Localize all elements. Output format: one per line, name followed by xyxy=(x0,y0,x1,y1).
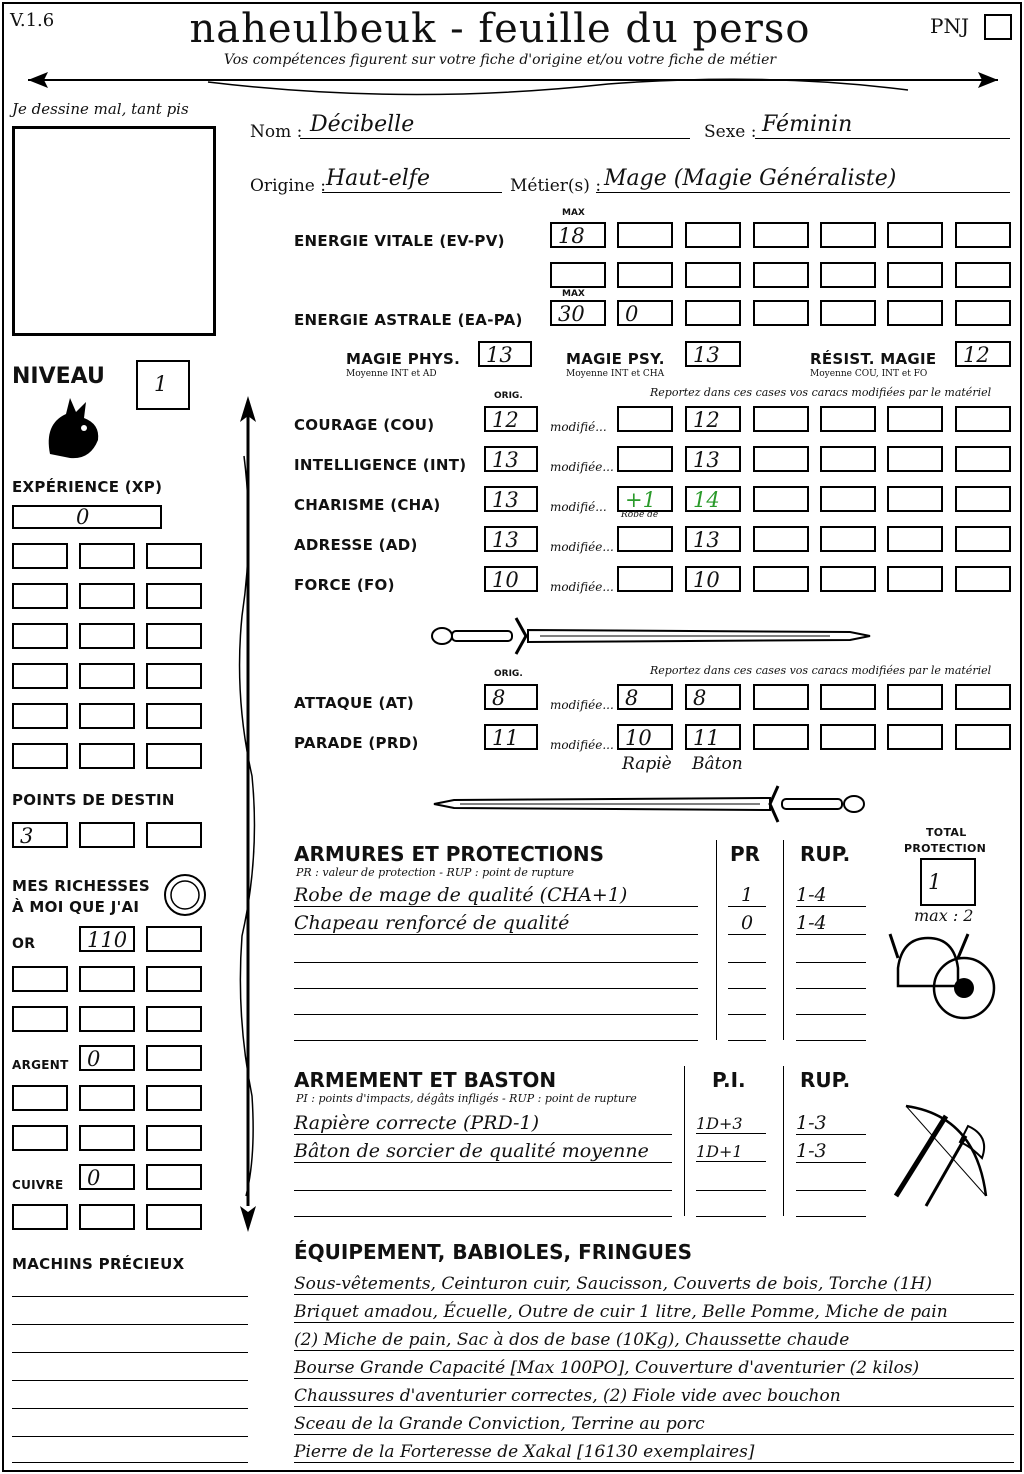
xp-box[interactable] xyxy=(146,703,202,729)
report-note-combat: Reportez dans ces cases vos caracs modifiées par le matériel xyxy=(650,664,992,677)
xp-box[interactable] xyxy=(79,703,135,729)
fo-orig-box[interactable]: 10 xyxy=(484,566,538,592)
int-orig-box[interactable]: 13 xyxy=(484,446,538,472)
ev-box[interactable] xyxy=(753,222,809,248)
weapon-item-rup[interactable]: 1-3 xyxy=(796,1140,866,1163)
or-box[interactable] xyxy=(146,926,202,952)
pnj-checkbox[interactable] xyxy=(984,14,1012,40)
cha-mod-note: Robe de xyxy=(621,510,659,520)
cuivre-box[interactable]: 0 xyxy=(79,1164,135,1190)
xp-label: EXPÉRIENCE (XP) xyxy=(12,478,163,496)
at-box-1[interactable]: 8 xyxy=(617,684,673,710)
stat-box[interactable] xyxy=(820,526,876,552)
magie-phys-box[interactable]: 13 xyxy=(478,341,532,367)
or-box[interactable] xyxy=(79,1006,135,1032)
machins-line[interactable] xyxy=(12,1352,248,1353)
cuivre-label: CUIVRE xyxy=(12,1178,64,1192)
argent-box[interactable] xyxy=(146,1045,202,1071)
armor-item-pr[interactable]: 0 xyxy=(728,912,766,935)
resist-magie-box[interactable]: 12 xyxy=(955,341,1011,367)
stat-box[interactable] xyxy=(753,446,809,472)
equipment-line[interactable]: Sceau de la Grande Conviction, Terrine au porc xyxy=(294,1414,1014,1435)
at-orig-box[interactable]: 8 xyxy=(484,684,538,710)
dragon-icon xyxy=(40,394,106,464)
weapon-line[interactable] xyxy=(696,1190,766,1191)
page-subtitle: Vos compétences figurent sur votre fiche d'origine et/ou votre fiche de métier xyxy=(223,52,777,68)
ad-final-box[interactable]: 13 xyxy=(685,526,741,552)
armor-item-pr[interactable]: 1 xyxy=(728,884,766,907)
armor-rup-header: RUP. xyxy=(800,842,851,866)
armor-line[interactable] xyxy=(796,988,866,989)
or-box[interactable] xyxy=(79,966,135,992)
nom-label: Nom : xyxy=(250,122,303,142)
ev-box[interactable] xyxy=(820,222,876,248)
nom-line xyxy=(300,138,690,139)
ev-box[interactable] xyxy=(617,262,673,288)
int-final-box[interactable]: 13 xyxy=(685,446,741,472)
int-label: INTELLIGENCE (INT) xyxy=(294,456,467,474)
weapon-line[interactable] xyxy=(796,1190,866,1191)
magie-phys-note: Moyenne INT et AD xyxy=(346,369,437,379)
fo-mod-label: modifiée... xyxy=(550,580,614,594)
magie-psy-note: Moyenne INT et CHA xyxy=(566,369,665,379)
xp-box[interactable] xyxy=(146,583,202,609)
combat-box[interactable] xyxy=(955,684,1011,710)
cha-final-box[interactable]: 14 xyxy=(685,486,741,512)
destin-box[interactable] xyxy=(79,822,135,848)
stat-box[interactable] xyxy=(820,486,876,512)
armor-line[interactable] xyxy=(294,1014,698,1015)
armor-item-name[interactable]: Chapeau renforcé de qualité xyxy=(294,912,698,935)
stat-box[interactable] xyxy=(820,566,876,592)
prd-label: PARADE (PRD) xyxy=(294,734,419,752)
cha-orig-box[interactable]: 13 xyxy=(484,486,538,512)
machins-line[interactable] xyxy=(12,1324,248,1325)
argent-box[interactable]: 0 xyxy=(79,1045,135,1071)
argent-label: ARGENT xyxy=(12,1058,69,1072)
armor-title: ARMURES ET PROTECTIONS xyxy=(294,842,604,866)
armor-line[interactable] xyxy=(796,1014,866,1015)
cou-label: COURAGE (COU) xyxy=(294,416,435,434)
stat-box[interactable] xyxy=(955,446,1011,472)
weapons-rup-header: RUP. xyxy=(800,1068,851,1092)
at-mod-label: modifiée... xyxy=(550,698,614,712)
combat-box[interactable] xyxy=(753,724,809,750)
orig-label-combat: ORIG. xyxy=(494,669,523,679)
armor-line[interactable] xyxy=(796,1040,866,1041)
prd-box-1[interactable]: 10 xyxy=(617,724,673,750)
armor-line[interactable] xyxy=(728,962,766,963)
helmet-shield-icon xyxy=(888,928,1000,1028)
argent-box[interactable] xyxy=(79,1125,135,1151)
ev-box[interactable] xyxy=(887,262,943,288)
magie-psy-box[interactable]: 13 xyxy=(685,341,741,367)
ad-mod-box[interactable] xyxy=(617,526,673,552)
ev-box[interactable] xyxy=(955,262,1011,288)
resist-magie-label: RÉSIST. MAGIE xyxy=(810,350,937,368)
niveau-label: NIVEAU xyxy=(12,364,105,389)
combat-box[interactable] xyxy=(820,724,876,750)
ev-box[interactable] xyxy=(753,262,809,288)
sexe-line xyxy=(755,138,1010,139)
ad-orig-box[interactable]: 13 xyxy=(484,526,538,552)
armor-line[interactable] xyxy=(294,962,698,963)
or-box[interactable] xyxy=(12,1006,68,1032)
armor-divider xyxy=(716,840,717,1040)
machins-line[interactable] xyxy=(12,1436,248,1437)
xp-box[interactable] xyxy=(146,543,202,569)
xp-box[interactable] xyxy=(12,583,68,609)
stat-box[interactable] xyxy=(820,406,876,432)
portrait-caption: Je dessine mal, tant pis xyxy=(12,100,189,118)
staff-icon xyxy=(230,396,266,1232)
armor-line[interactable] xyxy=(796,962,866,963)
cha-mod-label: modifié... xyxy=(550,500,607,514)
machins-line[interactable] xyxy=(12,1462,248,1463)
richesses-label-2: À MOI QUE J'AI xyxy=(12,898,140,916)
cuivre-box[interactable] xyxy=(12,1204,68,1230)
stat-box[interactable] xyxy=(753,486,809,512)
xp-box[interactable] xyxy=(12,743,68,769)
stat-box[interactable] xyxy=(753,406,809,432)
weapons-note: PI : points d'impacts, dégâts infligés - RUP : point de rupture xyxy=(296,1092,637,1105)
equipment-line[interactable]: Pierre de la Forteresse de Xakal [16130 exemplaires] xyxy=(294,1442,1014,1463)
or-box[interactable]: 110 xyxy=(79,926,135,952)
cou-mod-box[interactable] xyxy=(617,406,673,432)
cou-orig-box[interactable]: 12 xyxy=(484,406,538,432)
stat-box[interactable] xyxy=(955,486,1011,512)
weapons-pi-header: P.I. xyxy=(712,1068,746,1092)
ad-label: ADRESSE (AD) xyxy=(294,536,418,554)
ea-box[interactable] xyxy=(955,300,1011,326)
ad-mod-label: modifiée... xyxy=(550,540,614,554)
stat-box[interactable] xyxy=(955,526,1011,552)
ev-box[interactable] xyxy=(685,222,741,248)
ea-box[interactable] xyxy=(753,300,809,326)
weapons-divider xyxy=(783,1066,784,1216)
stat-box[interactable] xyxy=(753,526,809,552)
fo-mod-box[interactable] xyxy=(617,566,673,592)
weapon-item-pi[interactable]: 1D+1 xyxy=(696,1142,766,1162)
stat-box[interactable] xyxy=(887,526,943,552)
ea-max-box[interactable]: 30 xyxy=(550,300,606,326)
fo-label: FORCE (FO) xyxy=(294,576,395,594)
ev-box[interactable] xyxy=(820,262,876,288)
ev-label: ENERGIE VITALE (EV-PV) xyxy=(294,232,505,250)
stat-box[interactable] xyxy=(753,566,809,592)
or-box[interactable] xyxy=(146,1006,202,1032)
combat-box[interactable] xyxy=(753,684,809,710)
argent-box[interactable] xyxy=(146,1125,202,1151)
equipment-line[interactable]: Briquet amadou, Écuelle, Outre de cuir 1 litre, Belle Pomme, Miche de pain xyxy=(294,1302,1014,1323)
armor-item-rup[interactable]: 1-4 xyxy=(796,912,866,935)
ev-max-label: MAX xyxy=(562,208,585,218)
cou-final-box[interactable]: 12 xyxy=(685,406,741,432)
ev-box[interactable] xyxy=(955,222,1011,248)
destin-box[interactable] xyxy=(146,822,202,848)
ea-box[interactable]: 0 xyxy=(617,300,673,326)
argent-box[interactable] xyxy=(12,1125,68,1151)
metier-label: Métier(s) : xyxy=(510,176,602,196)
cha-mod-box[interactable]: +1 xyxy=(617,486,673,512)
ea-max-label: MAX xyxy=(562,289,585,299)
at-box-2[interactable]: 8 xyxy=(685,684,741,710)
sword-icon xyxy=(430,782,874,826)
armor-line[interactable] xyxy=(294,1040,698,1041)
cuivre-box[interactable] xyxy=(146,1204,202,1230)
or-label: OR xyxy=(12,936,36,952)
metier-value[interactable]: Mage (Magie Généraliste) xyxy=(604,166,897,191)
version-label: V.1.6 xyxy=(10,10,55,31)
machins-line[interactable] xyxy=(12,1296,248,1297)
weapons-title: ARMEMENT ET BASTON xyxy=(294,1068,557,1092)
weapon-line[interactable] xyxy=(294,1190,672,1191)
orig-label: ORIG. xyxy=(494,391,523,401)
armor-line[interactable] xyxy=(728,1040,766,1041)
armor-item-name[interactable]: Robe de mage de qualité (CHA+1) xyxy=(294,884,698,907)
cha-label: CHARISME (CHA) xyxy=(294,496,441,514)
total-max: max : 2 xyxy=(914,906,974,925)
weapons-divider xyxy=(684,1066,685,1216)
fo-final-box[interactable]: 10 xyxy=(685,566,741,592)
sexe-value[interactable]: Féminin xyxy=(762,112,853,137)
machins-label: MACHINS PRÉCIEUX xyxy=(12,1255,185,1273)
ev-box[interactable] xyxy=(887,222,943,248)
ea-box[interactable] xyxy=(887,300,943,326)
xp-box[interactable] xyxy=(146,623,202,649)
weapon-label-2: Bâton xyxy=(692,754,743,774)
stat-box[interactable] xyxy=(887,406,943,432)
stat-box[interactable] xyxy=(887,566,943,592)
nom-value[interactable]: Décibelle xyxy=(310,112,415,137)
niveau-box[interactable]: 1 xyxy=(136,360,190,410)
sexe-label: Sexe : xyxy=(704,122,757,142)
origine-value[interactable]: Haut-elfe xyxy=(326,166,430,191)
stat-box[interactable] xyxy=(887,446,943,472)
weapon-item-name[interactable]: Rapière correcte (PRD-1) xyxy=(294,1112,672,1135)
ev-box[interactable] xyxy=(685,262,741,288)
destin-box[interactable]: 3 xyxy=(12,822,68,848)
origine-label: Origine : xyxy=(250,176,326,196)
stat-box[interactable] xyxy=(820,446,876,472)
weapon-item-pi[interactable]: 1D+3 xyxy=(696,1114,766,1134)
sword-icon xyxy=(430,614,874,658)
ev-box[interactable] xyxy=(550,262,606,288)
argent-box[interactable] xyxy=(146,1085,202,1111)
xp-box[interactable] xyxy=(79,663,135,689)
xp-box[interactable] xyxy=(12,623,68,649)
stat-box[interactable] xyxy=(955,406,1011,432)
xp-box[interactable] xyxy=(146,743,202,769)
combat-box[interactable] xyxy=(887,724,943,750)
xp-box[interactable] xyxy=(79,543,135,569)
int-mod-box[interactable] xyxy=(617,446,673,472)
ev-max-box[interactable]: 18 xyxy=(550,222,606,248)
cuivre-box[interactable] xyxy=(146,1164,202,1190)
armor-divider xyxy=(783,840,784,1040)
total-label-2: PROTECTION xyxy=(904,842,987,855)
total-protection-box[interactable]: 1 xyxy=(920,858,976,906)
total-label: TOTAL xyxy=(926,826,967,839)
ea-label: ENERGIE ASTRALE (EA-PA) xyxy=(294,311,523,329)
richesses-label: MES RICHESSES xyxy=(12,877,151,895)
weapon-item-name[interactable]: Bâton de sorcier de qualité moyenne xyxy=(294,1140,672,1163)
argent-box[interactable] xyxy=(79,1085,135,1111)
cuivre-box[interactable] xyxy=(79,1204,135,1230)
equipment-line[interactable]: Bourse Grande Capacité [Max 100PO], Couverture d'aventurier (2 kilos) xyxy=(294,1358,1014,1379)
coin-icon xyxy=(162,872,208,918)
metier-line xyxy=(596,192,1010,193)
or-box[interactable] xyxy=(12,966,68,992)
prd-orig-box[interactable]: 11 xyxy=(484,724,538,750)
at-label: ATTAQUE (AT) xyxy=(294,694,415,712)
equipment-line[interactable]: Sous-vêtements, Ceinturon cuir, Saucisson, Couverts de bois, Torche (1H) xyxy=(294,1274,1014,1295)
equipment-line[interactable]: (2) Miche de pain, Sac à dos de base (10Kg), Chaussette chaude xyxy=(294,1330,1014,1351)
armor-item-rup[interactable]: 1-4 xyxy=(796,884,866,907)
weapon-line[interactable] xyxy=(796,1216,866,1217)
xp-box[interactable] xyxy=(12,663,68,689)
weapon-line[interactable] xyxy=(294,1216,672,1217)
weapons-icon xyxy=(886,1096,1006,1216)
xp-box[interactable] xyxy=(12,703,68,729)
destin-label: POINTS DE DESTIN xyxy=(12,791,175,809)
report-note: Reportez dans ces cases vos caracs modifiées par le matériel xyxy=(650,386,992,399)
cou-mod-label: modifié... xyxy=(550,420,607,434)
argent-box[interactable] xyxy=(12,1085,68,1111)
resist-magie-note: Moyenne COU, INT et FO xyxy=(810,369,928,379)
magie-psy-label: MAGIE PSY. xyxy=(566,350,665,368)
int-mod-label: modifiée... xyxy=(550,460,614,474)
ea-box[interactable] xyxy=(685,300,741,326)
combat-box[interactable] xyxy=(887,684,943,710)
armor-line[interactable] xyxy=(728,988,766,989)
armor-line[interactable] xyxy=(728,1014,766,1015)
equipment-title: ÉQUIPEMENT, BABIOLES, FRINGUES xyxy=(294,1240,693,1264)
pnj-label: PNJ xyxy=(930,14,969,38)
ev-box[interactable] xyxy=(617,222,673,248)
page-title: naheulbeuk - feuille du perso xyxy=(189,6,811,52)
machins-line[interactable] xyxy=(12,1380,248,1381)
armor-pr-header: PR xyxy=(730,842,761,866)
combat-box[interactable] xyxy=(955,724,1011,750)
stat-box[interactable] xyxy=(887,486,943,512)
xp-box[interactable] xyxy=(146,663,202,689)
combat-box[interactable] xyxy=(820,684,876,710)
portrait-box[interactable] xyxy=(12,126,216,336)
or-box[interactable] xyxy=(146,966,202,992)
weapon-label-1: Rapiè xyxy=(622,754,672,774)
weapon-line[interactable] xyxy=(696,1216,766,1217)
origine-line xyxy=(322,192,502,193)
prd-mod-label: modifiée... xyxy=(550,738,614,752)
armor-note: PR : valeur de protection - RUP : point de rupture xyxy=(296,866,574,879)
armor-line[interactable] xyxy=(294,988,698,989)
xp-box[interactable] xyxy=(12,543,68,569)
ea-box[interactable] xyxy=(820,300,876,326)
equipment-line[interactable]: Chaussures d'aventurier correctes, (2) Fiole vide avec bouchon xyxy=(294,1386,1014,1407)
xp-box[interactable] xyxy=(79,583,135,609)
prd-box-2[interactable]: 11 xyxy=(685,724,741,750)
weapon-item-rup[interactable]: 1-3 xyxy=(796,1112,866,1135)
xp-box[interactable] xyxy=(79,623,135,649)
xp-box[interactable]: 0 xyxy=(12,505,162,529)
machins-line[interactable] xyxy=(12,1408,248,1409)
magie-phys-label: MAGIE PHYS. xyxy=(346,350,461,368)
stat-box[interactable] xyxy=(955,566,1011,592)
xp-box[interactable] xyxy=(79,743,135,769)
